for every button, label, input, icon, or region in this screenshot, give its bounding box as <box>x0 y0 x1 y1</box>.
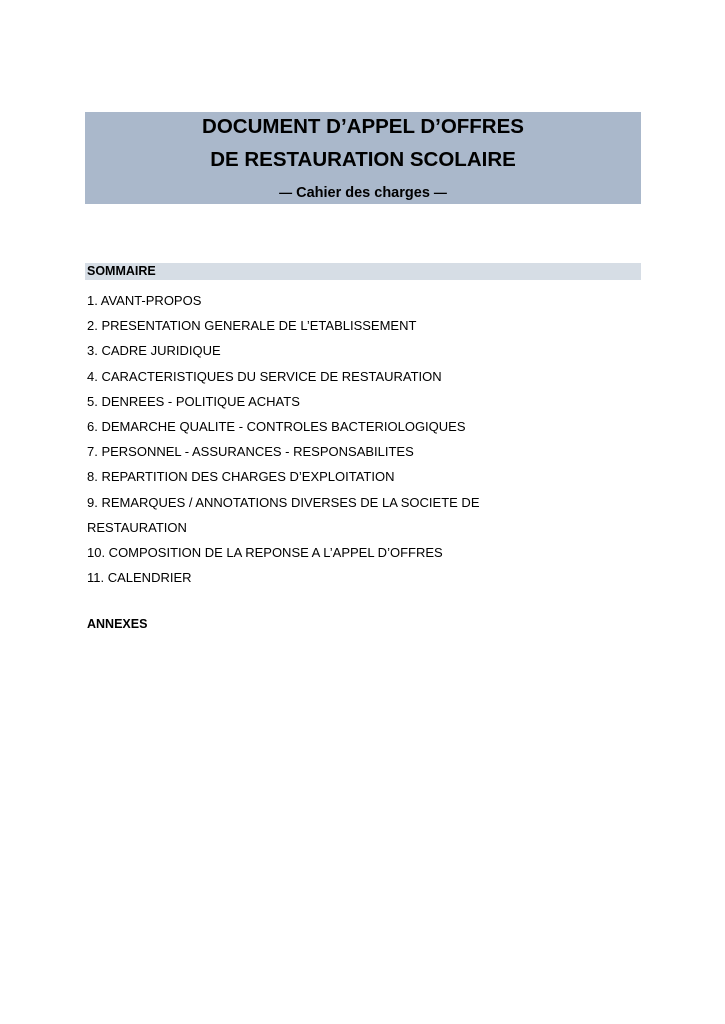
title-banner <box>85 112 641 204</box>
toc-item-demarche-qualite: 6. DEMARCHE QUALITE - CONTROLES BACTERIOLOGIQUES <box>87 419 466 435</box>
subtitle-dash-right: — <box>433 185 447 200</box>
toc-item-remarques: 9. REMARQUES / ANNOTATIONS DIVERSES DE LA SOCIETE DE <box>87 494 480 510</box>
document-title-line-1: DOCUMENT D’APPEL D’OFFRES <box>202 115 524 138</box>
toc-item-presentation: 2. PRESENTATION GENERALE DE L’ETABLISSEMENT <box>87 318 417 334</box>
sommaire-heading-band <box>85 263 641 280</box>
toc-item-caracteristiques: 4. CARACTERISTIQUES DU SERVICE DE RESTAURATION <box>87 368 442 384</box>
toc-item-repartition: 8. REPARTITION DES CHARGES D’EXPLOITATION <box>87 469 395 485</box>
toc-item-cadre-juridique: 3. CADRE JURIDIQUE <box>87 343 221 359</box>
toc-item-denrees: 5. DENREES - POLITIQUE ACHATS <box>87 393 300 409</box>
toc-item-remarques-continued: RESTAURATION <box>87 519 187 535</box>
toc-item-composition: 10. COMPOSITION DE LA REPONSE A L’APPEL D’OFFRES <box>87 545 443 561</box>
toc-item-calendrier: 11. CALENDRIER <box>87 570 192 586</box>
document-subtitle <box>85 184 641 202</box>
table-of-contents <box>87 288 627 590</box>
toc-item-avant-propos: 1. AVANT-PROPOS <box>87 293 202 308</box>
sommaire-heading: SOMMAIRE <box>87 264 156 278</box>
document-title-line-2: DE RESTAURATION SCOLAIRE <box>210 148 516 171</box>
subtitle-dash-left: — <box>279 185 293 200</box>
annexes-heading: ANNEXES <box>87 617 148 631</box>
subtitle-text: Cahier des charges <box>296 185 430 201</box>
toc-item-personnel: 7. PERSONNEL - ASSURANCES - RESPONSABILITES <box>87 444 414 460</box>
